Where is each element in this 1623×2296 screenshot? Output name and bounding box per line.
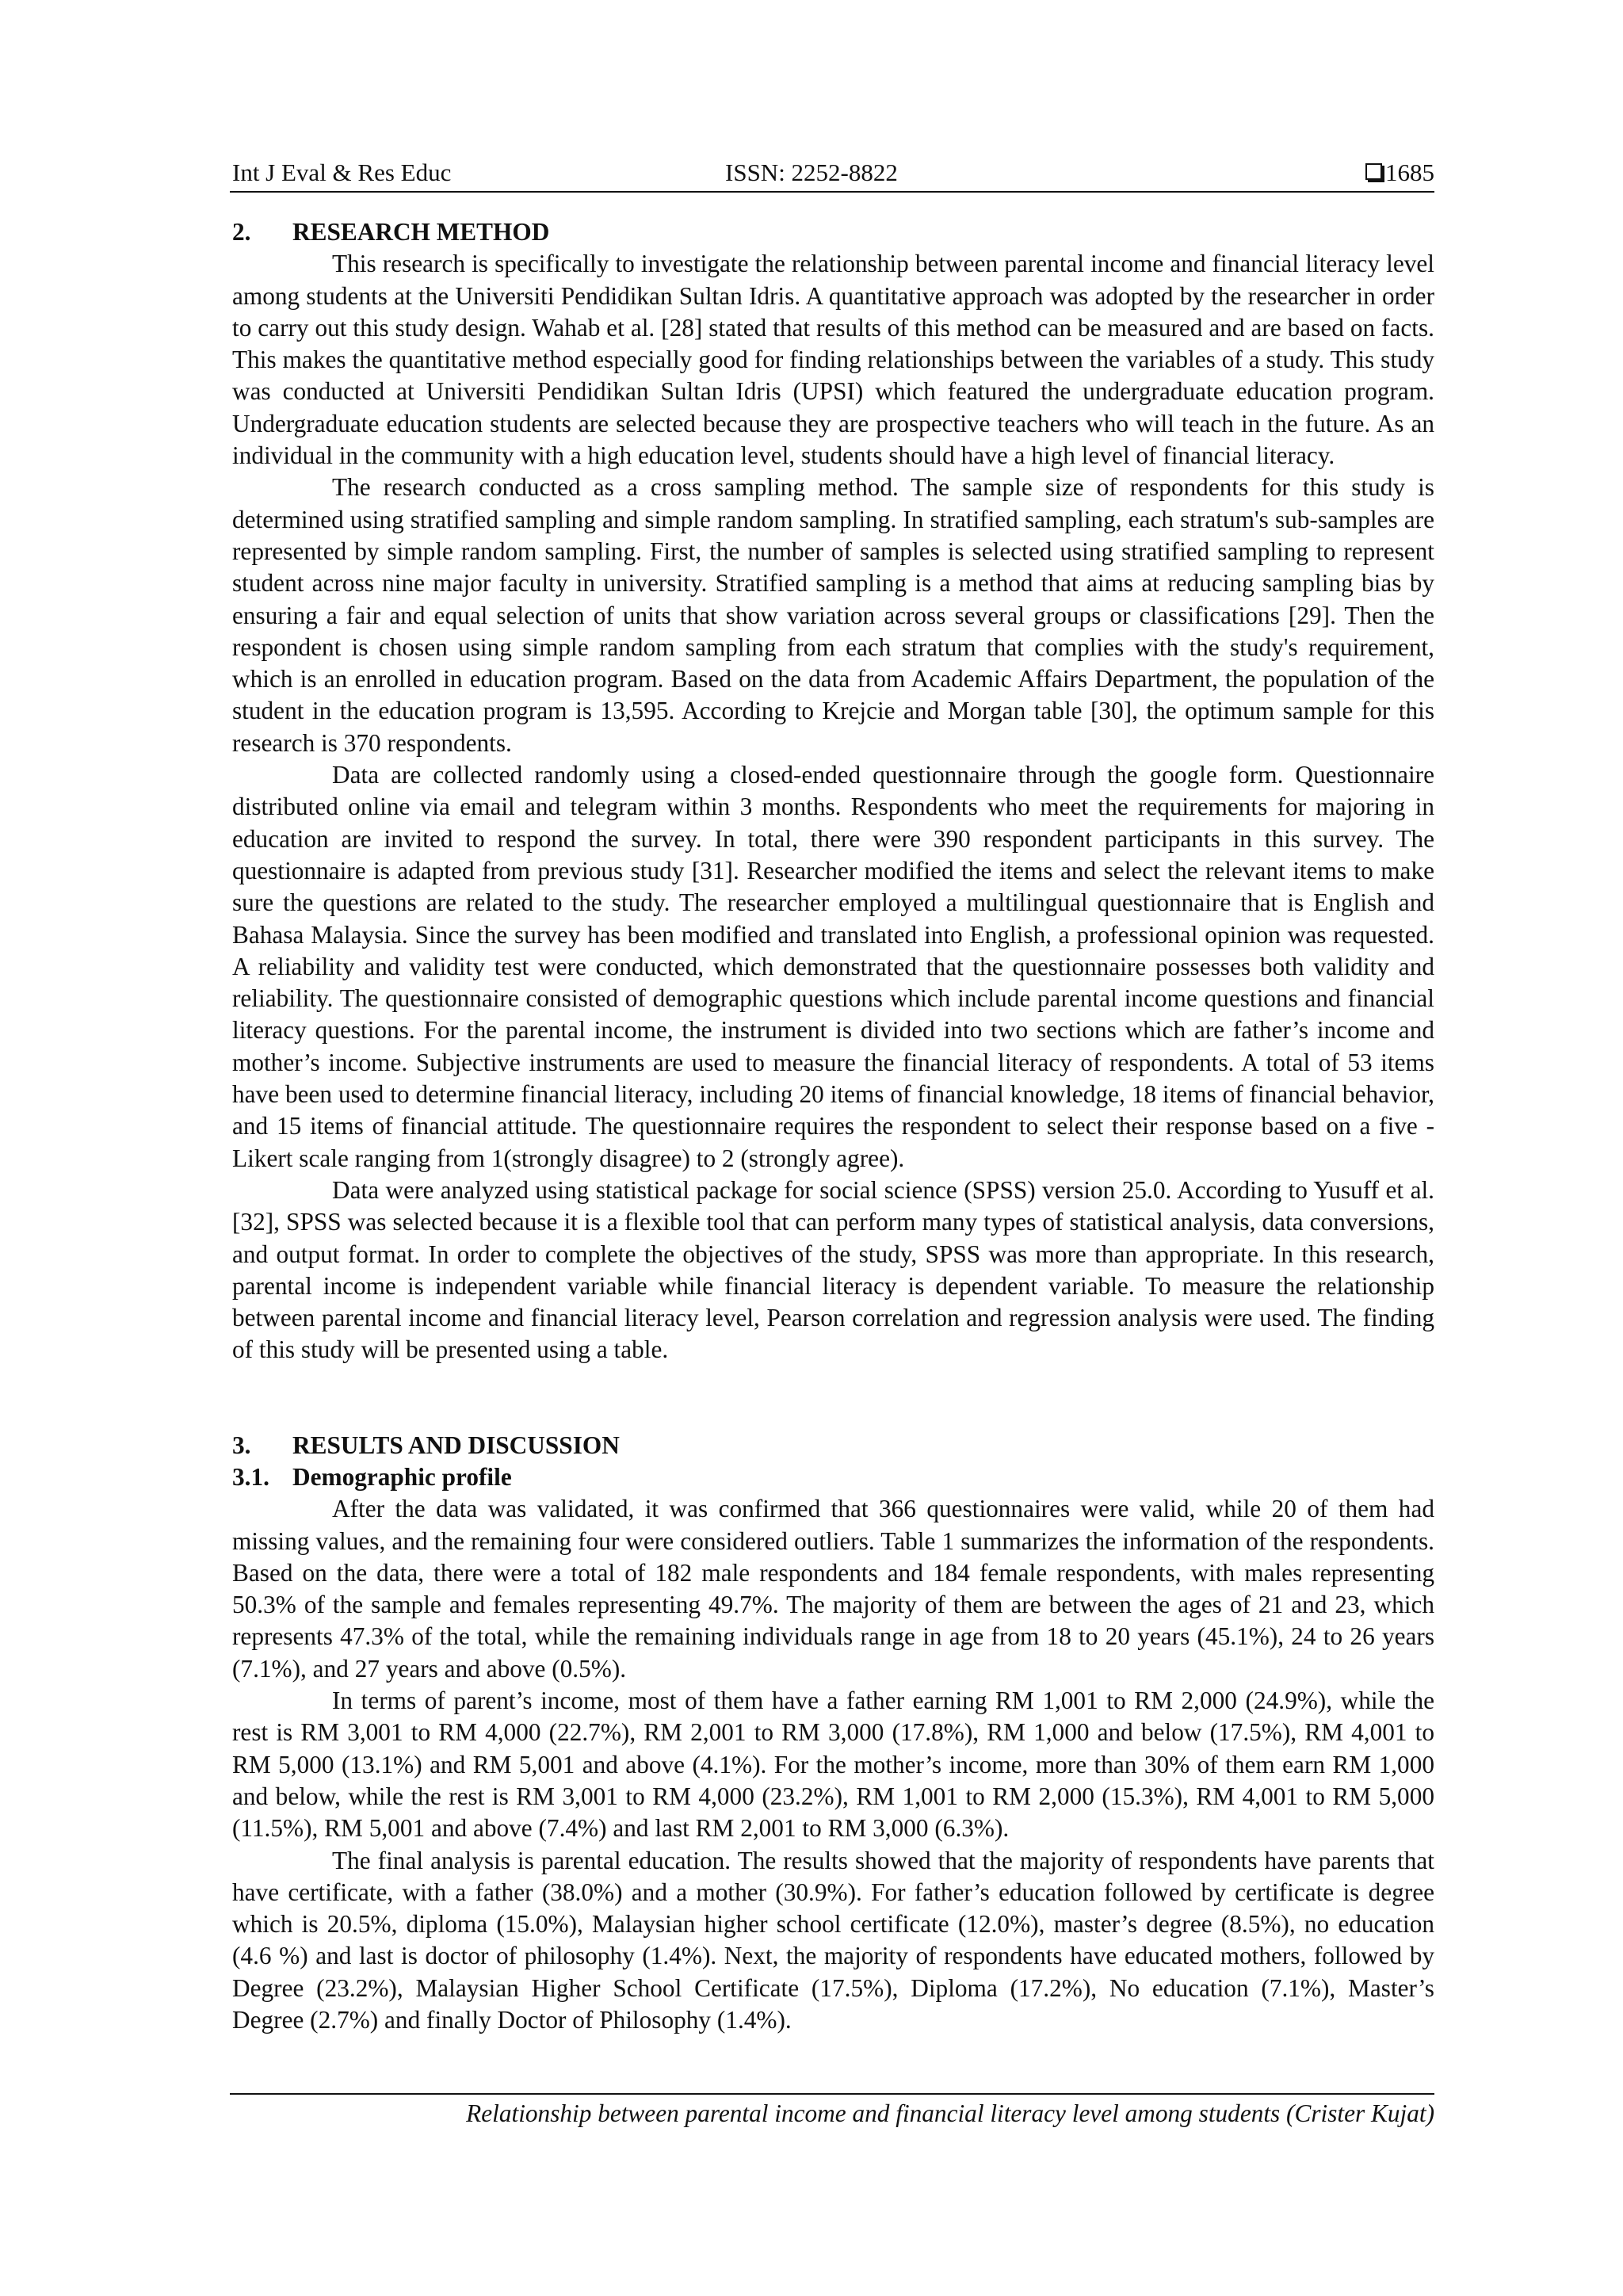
- section-2-number: 2.: [232, 218, 251, 246]
- issn: ISSN: 2252-8822: [725, 159, 898, 186]
- paragraph: After the data was validated, it was confirmed that 366 questionnaires were valid, while 20 of them had missing values, and the remaining four were considered outliers. Table 1 summarizes the information of the respondents. Based on the data, there were a total of 182 male respondents and 184 female respondents, with males representing 50.3% of the sample and females representing 49.7%. The majority of them are between the ages of 21 and 23, which represents 47.3% of the total, while the remaining individuals range in age from 18 to 20 years (45.1%), 24 to 26 years (7.1%), and 27 years and above (0.5%).: [232, 1495, 1434, 1683]
- paragraph: Data were analyzed using statistical package for social science (SPSS) version 25.0. According to Yusuff et al. [32], SPSS was selected because it is a flexible tool that can perform many types of statistical analysis, data conversions, and output format. In order to complete the objectives of the study, SPSS was more than appropriate. In this research, parental income is independent variable while financial literacy is dependent variable. To measure the relationship between parental income and financial literacy level, Pearson correlation and regression analysis were used. The finding of this study will be presented using a table.: [232, 1175, 1434, 1364]
- section-2-heading: [232, 216, 1434, 248]
- page-box-icon: [1365, 163, 1382, 180]
- section-3-number: 3.: [232, 1431, 251, 1459]
- paragraph: The final analysis is parental education. The results showed that the majority of respondents have parents that have certificate, with a father (38.0%) and a mother (30.9%). For father’s education followed by certificate is degree which is 20.5%, diploma (15.0%), Malaysian higher school certificate (12.0%), master’s degree (8.5%), no education (4.6 %) and last is doctor of philosophy (1.4%). Next, the majority of respondents have educated mothers, followed by Degree (23.2%), Malaysian Higher School Certificate (17.5%), Diploma (17.2%), No education (7.1%), Master’s Degree (2.7%) and finally Doctor of Philosophy (1.4%).: [232, 1846, 1434, 2034]
- page-number: 1685: [1385, 159, 1434, 186]
- paragraph: The research conducted as a cross sampling method. The sample size of respondents for this study is determined using stratified sampling and simple random sampling. In stratified sampling, each stratum's sub-samples are represented by simple random sampling. First, the number of samples is selected using stratified sampling to represent student across nine major faculty in university. Stratified sampling is a method that aims at reducing sampling bias by ensuring a fair and equal selection of units that show variation across several groups or classifications [29]. Then the respondent is chosen using simple random sampling from each stratum that complies with the study's requirement, which is an enrolled in education program. Based on the data from Academic Affairs Department, the population of the student in the education program is 13,595. According to Krejcie and Morgan table [30], the optimum sample for this research is 370 respondents.: [232, 473, 1434, 757]
- section-gap: [232, 1366, 1434, 1430]
- section-3-title: RESULTS AND DISCUSSION: [292, 1431, 620, 1459]
- footer-rule: [230, 2093, 1434, 2095]
- paragraph: This research is specifically to investigate the relationship between parental income and financial literacy level among students at the Universiti Pendidikan Sultan Idris. A quantitative approach was adopted by the researcher in order to carry out this study design. Wahab et al. [28] stated that results of this method can be measured and are based on facts. This makes the quantitative method especially good for finding relationships between the variables of a study. This study was conducted at Universiti Pendidikan Sultan Idris (UPSI) which featured the undergraduate education program. Undergraduate education students are selected because they are prospective teachers who will teach in the future. As an individual in the community with a high education level, students should have a high level of financial literacy.: [232, 250, 1434, 470]
- section-2-title: RESEARCH METHOD: [292, 218, 550, 246]
- paragraph: In terms of parent’s income, most of them have a father earning RM 1,001 to RM 2,000 (24.9%), while the rest is RM 3,001 to RM 4,000 (22.7%), RM 2,001 to RM 3,000 (17.8%), RM 1,000 and below (17.5%), RM 4,001 to RM 5,000 (13.1%) and RM 5,001 and above (4.1%). For the mother’s income, more than 30% of them earn RM 1,000 and below, while the rest is RM 3,001 to RM 4,000 (23.2%), RM 1,001 to RM 2,000 (15.3%), RM 4,001 to RM 5,000 (11.5%), RM 5,001 and above (7.4%) and last RM 2,001 to RM 3,000 (6.3%).: [232, 1687, 1434, 1843]
- journal-name: Int J Eval & Res Educ: [232, 159, 452, 186]
- paragraph: Data are collected randomly using a closed-ended questionnaire through the google form. Questionnaire distributed online via email and telegram within 3 months. Respondents who meet the requirements for majoring in education are invited to respond the survey. In total, there were 390 respondent participants in this survey. The questionnaire is adapted from previous study [31]. Researcher modified the items and select the relevant items to make sure the questions are related to the study. The researcher employed a multilingual questionnaire that is English and Bahasa Malaysia. Since the survey has been modified and translated into English, a professional opinion was requested. A reliability and validity test were conducted, which demonstrated that the questionnaire possesses both validity and reliability. The questionnaire consisted of demographic questions which include parental income questions and financial literacy questions. For the parental income, the instrument is divided into two sections which are father’s income and mother’s income. Subjective instruments are used to measure the financial literacy of respondents. A total of 53 items have been used to determine financial literacy, including 20 items of financial knowledge, 18 items of financial behavior, and 15 items of financial attitude. The questionnaire requires the respondent to select their response based on a five - Likert scale ranging from 1(strongly disagree) to 2 (strongly agree).: [232, 761, 1434, 1172]
- subsection-3-1-heading: [232, 1461, 1434, 1493]
- subsection-number: 3.1.: [232, 1462, 269, 1491]
- subsection-title: Demographic profile: [292, 1462, 512, 1491]
- header-rule: [230, 191, 1434, 193]
- body-text: [232, 216, 1434, 2036]
- section-3-heading: [232, 1430, 1434, 1461]
- running-footer: Relationship between parental income and financial literacy level among students (Crister Kujat): [466, 2099, 1434, 2127]
- running-header: [232, 157, 1434, 189]
